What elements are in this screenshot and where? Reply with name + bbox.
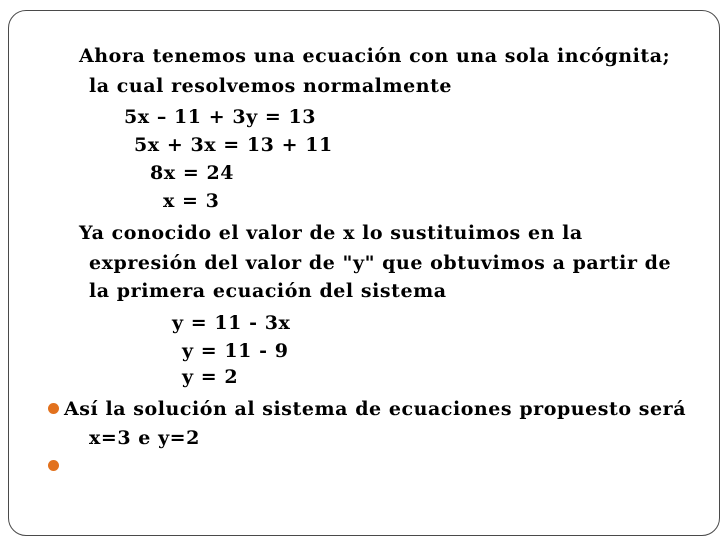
intro-line-2: la cual resolvemos normalmente [89, 75, 453, 97]
conclusion-line-2: x=3 e y=2 [89, 427, 200, 449]
equation-step-2: 5x + 3x = 13 + 11 [134, 134, 333, 156]
y-step-2: y = 11 - 9 [182, 340, 289, 362]
intro-line-1: Ahora tenemos una ecuación con una sola incógnita; [79, 45, 671, 67]
substitution-line-1: Ya conocido el valor de x lo sustituimos en la [79, 222, 583, 244]
substitution-line-2: expresión del valor de "y" que obtuvimos a partir de [89, 252, 672, 274]
substitution-line-3: la primera ecuación del sistema [89, 280, 447, 302]
equation-step-1: 5x – 11 + 3y = 13 [124, 106, 317, 128]
empty-bullet-icon [48, 460, 59, 471]
conclusion-line-1: Así la solución al sistema de ecuaciones propuesto será [64, 398, 687, 420]
y-step-1: y = 11 - 3x [172, 312, 291, 334]
equation-step-4: x = 3 [163, 190, 220, 212]
bullet-icon [48, 403, 59, 414]
y-step-3: y = 2 [182, 366, 239, 388]
equation-step-3: 8x = 24 [150, 162, 234, 184]
